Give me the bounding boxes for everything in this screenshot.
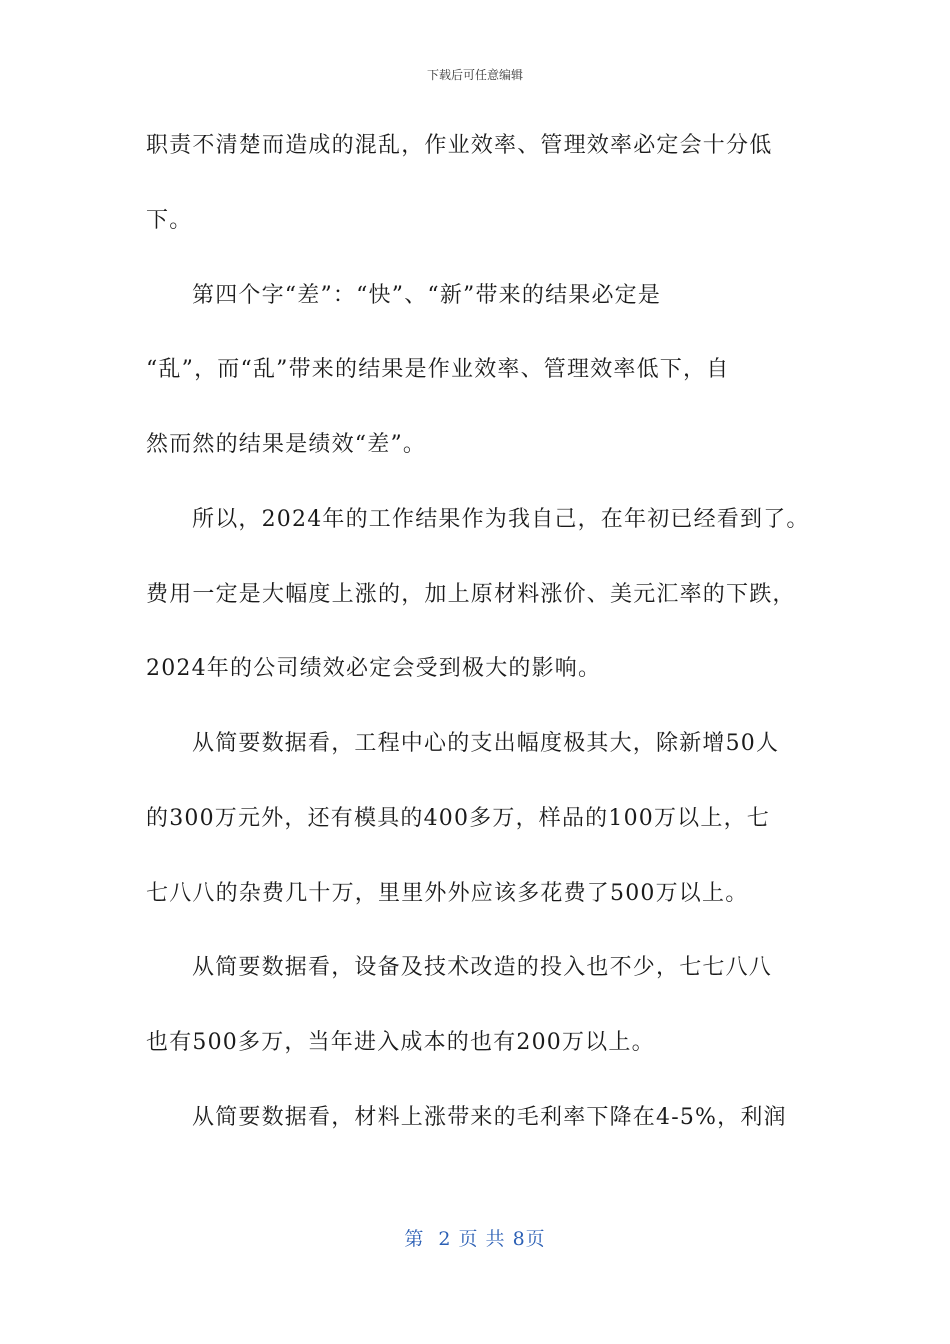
- body-line: 所以，2024年的工作结果作为我自己，在年初已经看到了。: [192, 507, 810, 532]
- body-line: “乱”，而“乱”带来的结果是作业效率、管理效率低下，自: [146, 357, 730, 382]
- body-line: 然而然的结果是绩效“差”。: [146, 432, 427, 457]
- body-line: 第四个字“差”：“快”、“新”带来的结果必定是: [192, 283, 662, 308]
- body-line: 的300万元外，还有模具的400多万，样品的100万以上，七: [146, 806, 770, 831]
- body-line: 职责不清楚而造成的混乱，作业效率、管理效率必定会十分低: [146, 133, 773, 158]
- page-number-text: 第 2 页 共 8页: [404, 1228, 546, 1250]
- page-number-footer: [0, 1226, 950, 1252]
- body-line: 从简要数据看，设备及技术改造的投入也不少，七七八八: [192, 955, 773, 980]
- body-line: 下。: [146, 208, 193, 233]
- body-line: 从简要数据看，材料上涨带来的毛利率下降在4-5%，利润: [192, 1105, 787, 1130]
- body-line: 也有500多万，当年进入成本的也有200万以上。: [146, 1030, 655, 1055]
- page-header: 下载后可任意编辑: [426, 68, 523, 82]
- body-line: 七八八的杂费几十万，里里外外应该多花费了500万以上。: [146, 881, 749, 906]
- body-line: 2024年的公司绩效必定会受到极大的影响。: [146, 656, 602, 681]
- body-line: 从简要数据看，工程中心的支出幅度极其大，除新增50人: [192, 731, 780, 756]
- body-line: 费用一定是大幅度上涨的，加上原材料涨价、美元汇率的下跌，: [146, 582, 796, 607]
